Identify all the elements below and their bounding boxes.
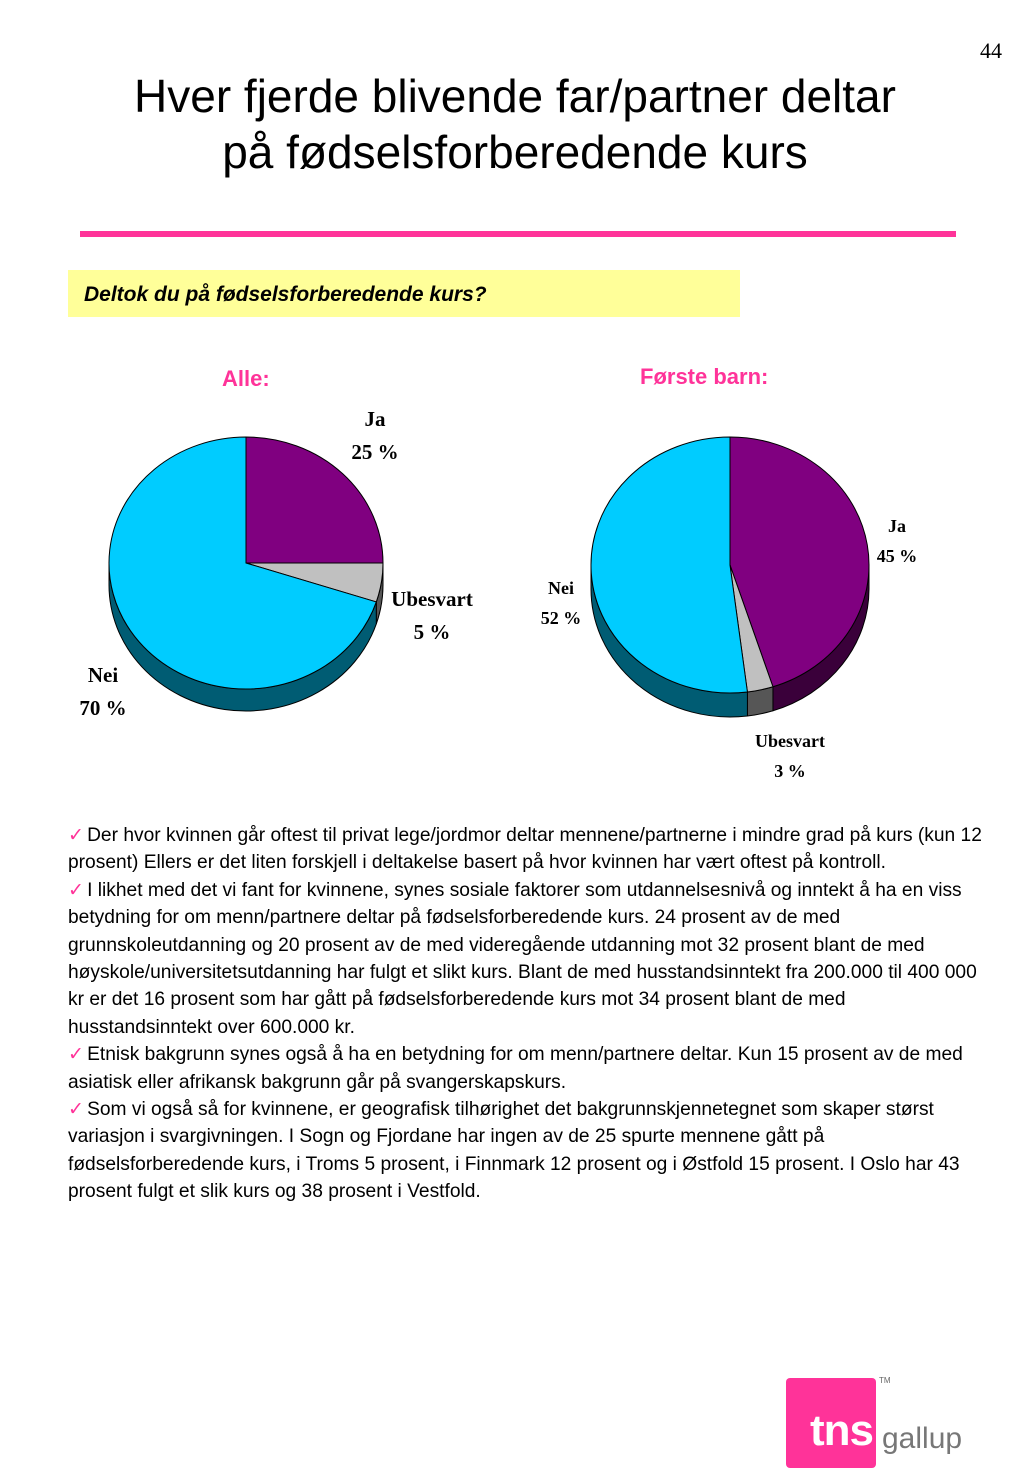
chart-title-forste-barn: Første barn: xyxy=(640,364,769,389)
slice-value-label: 70 % xyxy=(79,696,127,720)
bullet-paragraph xyxy=(68,877,988,1041)
slice-category-label: Ja xyxy=(364,407,386,431)
slice-value-label: 45 % xyxy=(876,546,918,566)
slice-category-label: Ubesvart xyxy=(391,587,473,611)
pie-chart-1 xyxy=(79,407,472,720)
checkmark-icon: ✓ xyxy=(68,879,85,901)
body-text xyxy=(68,822,988,1206)
checkmark-icon: ✓ xyxy=(68,825,85,846)
paragraph-text: Der hvor kvinnen går oftest til privat lege/jordmor deltar mennene/partnerne i mindre grad på kurs (kun 12 prosent) Ellers er det liten forskjell i deltakelse basert på hvor kvinnen har vært oftest på kontroll. xyxy=(68,825,982,874)
question-text: Deltok du på fødselsforberedende kurs? xyxy=(84,283,487,306)
checkmark-icon: ✓ xyxy=(68,1044,85,1066)
logo-tns-text: tns xyxy=(810,1406,873,1455)
bullet-paragraph xyxy=(68,1041,988,1096)
paragraph-text: I likhet med det vi fant for kvinnene, synes sosiale faktorer som utdannelsesnivå og inntekt å ha en viss betydning for om menn/partnere deltar på fødselsforberedende kurs. 24 prosent av de med grunnskoleutdanning og 20 prosent av de med videregående utdanning mot 32 prosent blant de med høyskole/universitetsutdanning har fulgt et slikt kurs. Blant de med husstandsinntekt fra 200.000 til 400 000 kr er det 16 prosent som har gått på fødselsforberedende kurs mot 34 prosent blant de med husstandsinntekt over 600.000 kr. xyxy=(68,879,977,1038)
slice-value-label: 25 % xyxy=(351,440,399,464)
slice-category-label: Nei xyxy=(548,578,574,598)
pie-chart-2 xyxy=(541,437,918,781)
slice-value-label: 52 % xyxy=(540,608,582,628)
slice-category-label: Ubesvart xyxy=(755,731,825,751)
slice-value-label: 3 % xyxy=(774,761,806,781)
paragraph-text: Som vi også så for kvinnene, er geografisk tilhørighet det bakgrunnskjennetegnet som skaper størst variasjon i svargivningen. I Sogn og Fjordane har ingen av de 25 spurte mennene gått på fødselsforberedende kurs, i Troms 5 prosent, i Finnmark 12 prosent og i Østfold 15 prosent. I Oslo har 43 prosent fulgt et slik kurs og 38 prosent i Vestfold. xyxy=(68,1099,960,1203)
slice-value-label: 5 % xyxy=(413,620,451,644)
checkmark-icon: ✓ xyxy=(68,1099,85,1121)
page-number: 44 xyxy=(980,38,1002,63)
logo-trademark: TM xyxy=(879,1376,891,1385)
title-line-1: Hver fjerde blivende far/partner deltar xyxy=(134,70,896,122)
slice-category-label: Nei xyxy=(87,663,119,687)
bullet-paragraph xyxy=(68,822,988,877)
chart-title-alle: Alle: xyxy=(222,366,270,391)
slice-category-label: Ja xyxy=(888,516,906,536)
paragraph-text: Etnisk bakgrunn synes også å ha en betydning for om menn/partnere deltar. Kun 15 prosent av de med asiatisk eller afrikansk bakgrunn går på svangerskapskurs. xyxy=(68,1044,963,1093)
logo-gallup-text: gallup xyxy=(882,1422,963,1455)
bullet-paragraph xyxy=(68,1096,988,1206)
title-line-2: på fødselsforberedende kurs xyxy=(222,126,808,178)
